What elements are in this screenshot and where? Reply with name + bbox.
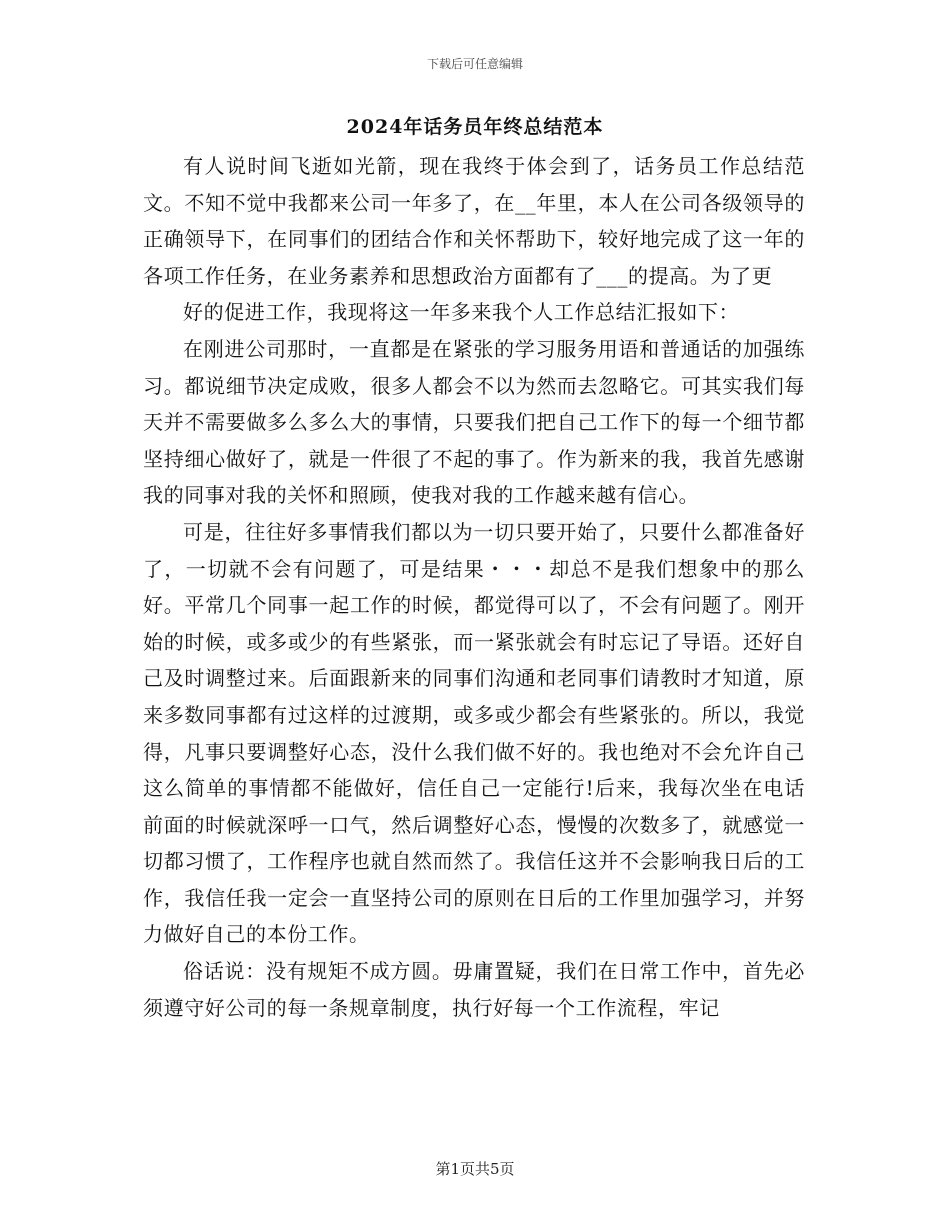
page-header-note: 下载后可任意编辑	[426, 57, 523, 71]
paragraph-rules: 俗话说：没有规矩不成方圆。毋庸置疑，我们在日常工作中，首先必须遵守好公司的每一条规章制度，执行好每一个工作流程，牢记	[143, 959, 805, 1020]
page-number: 第1页共5页	[435, 1160, 515, 1178]
paragraph-adjustment: 可是，往往好多事情我们都以为一切只要开始了，只要什么都准备好了，一切就不会有问题了，可是结果・・・却总不是我们想象中的那么好。平常几个同事一起工作的时候，都觉得可以了，不会有问题了。刚开始的时候，或多或少的有些紧张，而一紧张就会有时忘记了导语。还好自己及时调整过来。后面跟新来的同事们沟通和老同事们请教时才知道，原来多数同事都有过这样的过渡期，或多或少都会有些紧张的。所以，我觉得，凡事只要调整好心态，没什么我们做不好的。我也绝对不会允许自己这么简单的事情都不能做好，信任自己一定能行!后来，我每次坐在电话前面的时候就深呼一口气，然后调整好心态，慢慢的次数多了，就感觉一切都习惯了，工作程序也就自然而然了。我信任这并不会影响我日后的工作，我信任我一定会一直坚持公司的原则在日后的工作里加强学习，并努力做好自己的本份工作。	[143, 519, 805, 947]
paragraph-early-training: 在刚进公司那时，一直都是在紧张的学习服务用语和普通话的加强练习。都说细节决定成败，很多人都会不以为然而去忽略它。可其实我们每天并不需要做多么多么大的事情，只要我们把自己工作下的每一个细节都坚持细心做好了，就是一件很了不起的事了。作为新来的我，我首先感谢我的同事对我的关怀和照顾，使我对我的工作越来越有信心。	[143, 336, 805, 508]
document-title: 2024年话务员年终总结范本	[346, 116, 604, 138]
document-body	[143, 148, 805, 1026]
paragraph-intro-continued: 好的促进工作，我现将这一年多来我个人工作总结汇报如下：	[183, 300, 740, 325]
paragraph-intro: 有人说时间飞逝如光箭，现在我终于体会到了，话务员工作总结范文。不知不觉中我都来公司一年多了，在__年里，本人在公司各级领导的正确领导下，在同事们的团结合作和关怀帮助下，较好地完成了这一年的各项工作任务，在业务素养和思想政治方面都有了___的提高。为了更	[143, 154, 805, 288]
